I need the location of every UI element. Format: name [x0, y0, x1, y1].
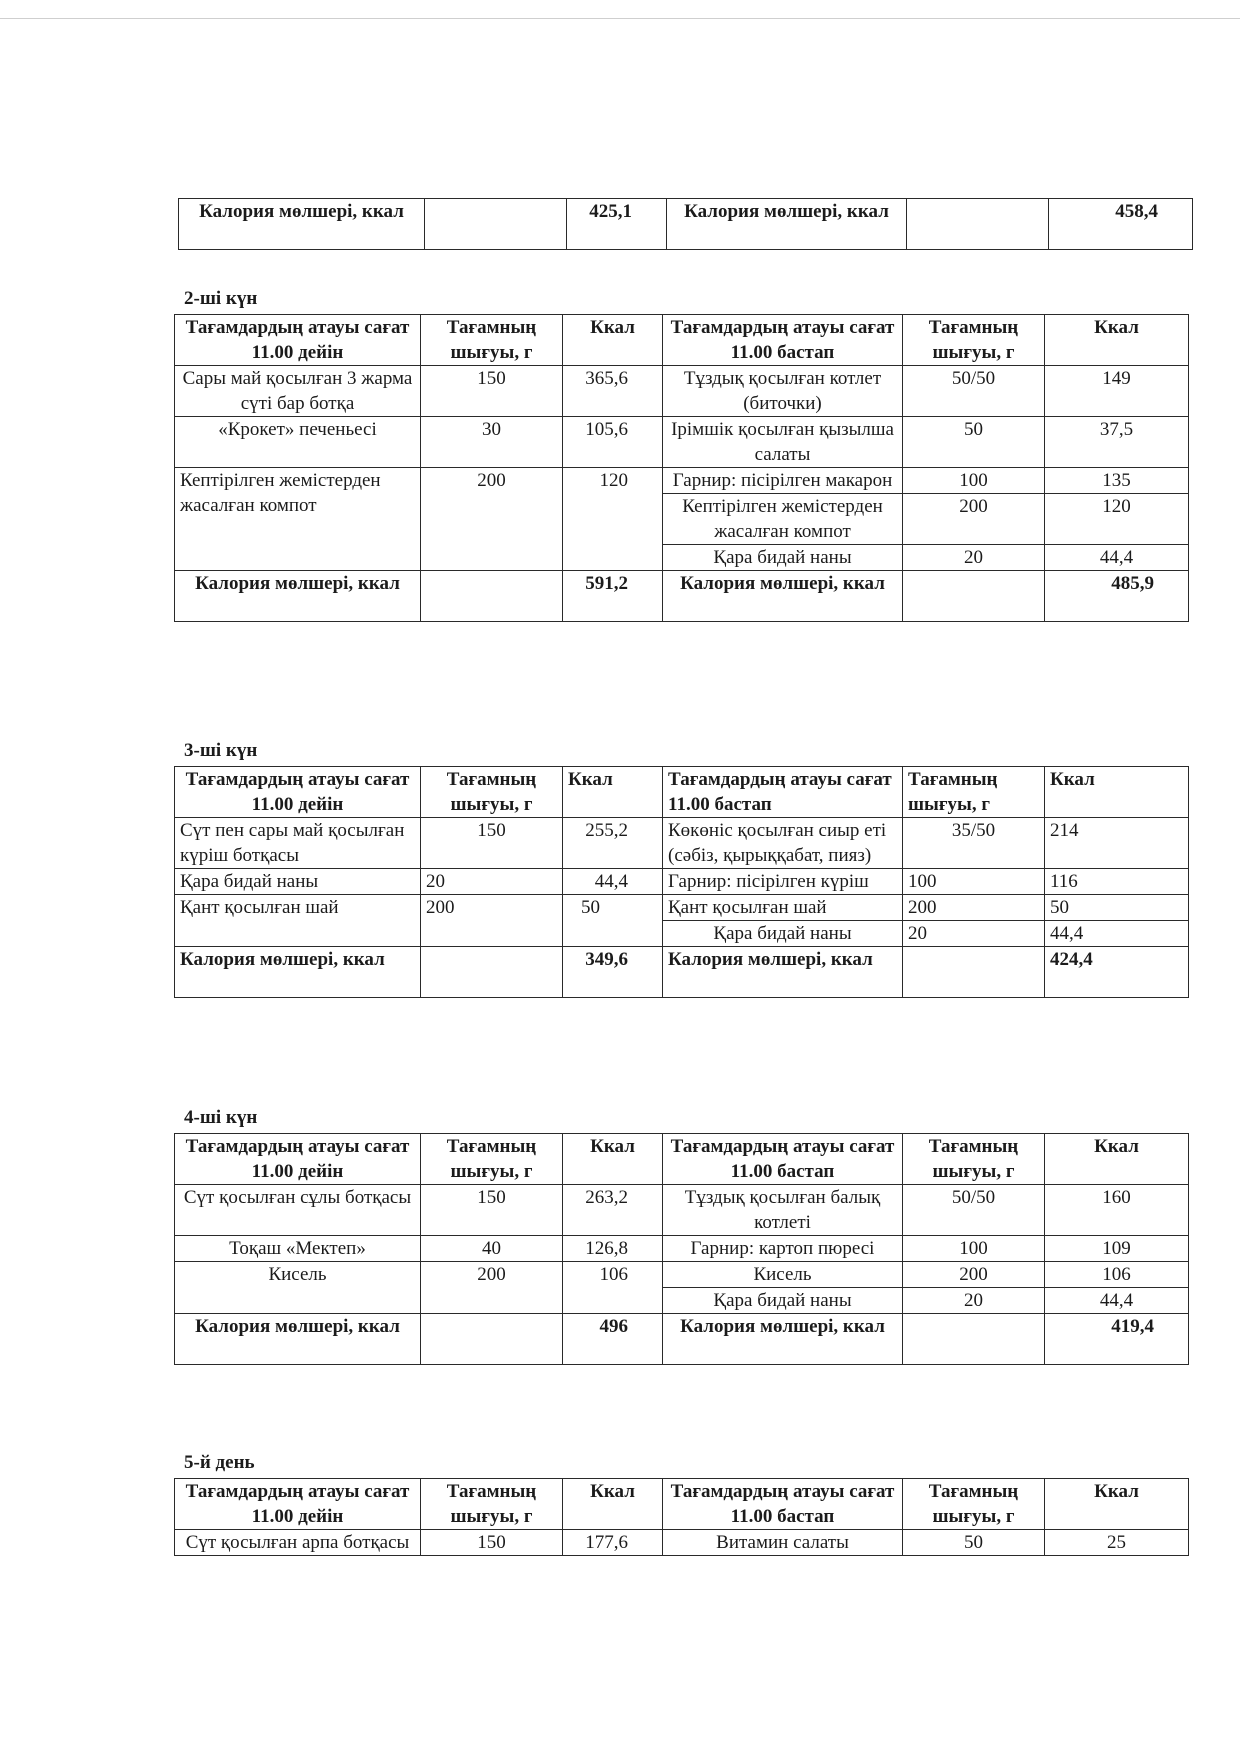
dish-kcal: 44,4 — [1045, 921, 1189, 947]
dish-yield: 200 — [903, 494, 1045, 545]
col-header-yield-after: Тағамның шығуы, г — [903, 1479, 1045, 1530]
total-kcal-before: 496 — [563, 1314, 663, 1365]
table-row — [175, 895, 1189, 921]
dish-kcal: 106 — [1045, 1262, 1189, 1288]
total-kcal-after: 485,9 — [1045, 571, 1189, 622]
total-kcal-after: 419,4 — [1045, 1314, 1189, 1365]
dish-kcal: 44,4 — [1045, 1288, 1189, 1314]
dish-kcal: 177,6 — [563, 1530, 663, 1556]
dish-name: Қара бидай наны — [175, 869, 421, 895]
dish-name: Ірімшік қосылған қызылша салаты — [663, 417, 903, 468]
day-title: 4-ші күн — [184, 1107, 258, 1128]
dish-kcal: 263,2 — [563, 1185, 663, 1236]
scan-edge-line — [0, 18, 1240, 19]
dish-name: Қара бидай наны — [663, 545, 903, 571]
dish-yield: 20 — [903, 1288, 1045, 1314]
header-row — [175, 1479, 1189, 1530]
total-kcal-before: 591,2 — [563, 571, 663, 622]
day1-total-table — [178, 198, 1193, 250]
dish-kcal: 160 — [1045, 1185, 1189, 1236]
dish-yield: 200 — [903, 895, 1045, 921]
header-row — [175, 767, 1189, 818]
total-label-after: Калория мөлшері, ккал — [663, 947, 903, 998]
total-label-after: Калория мөлшері, ккал — [663, 571, 903, 622]
dish-name: Гарнир: картоп пюресі — [663, 1236, 903, 1262]
day-title: 2-ші күн — [184, 288, 258, 309]
col-header-name-after: Тағамдардың атауы сағат 11.00 бастап — [663, 1134, 903, 1185]
dish-name: Гарнир: пісірілген макарон — [663, 468, 903, 494]
dish-name: Қант қосылған шай — [175, 895, 421, 947]
day4-menu-table — [174, 1133, 1189, 1365]
dish-yield: 100 — [903, 1236, 1045, 1262]
day3-menu-table — [174, 766, 1189, 998]
dish-yield: 20 — [421, 869, 563, 895]
col-header-name-before: Тағамдардың атауы сағат 11.00 дейін — [175, 767, 421, 818]
dish-kcal: 50 — [1045, 895, 1189, 921]
dish-name: Гарнир: пісірілген күріш — [663, 869, 903, 895]
col-header-yield-before: Тағамның шығуы, г — [421, 1479, 563, 1530]
dish-kcal: 255,2 — [563, 818, 663, 869]
col-header-yield-after: Тағамның шығуы, г — [903, 1134, 1045, 1185]
dish-kcal: 105,6 — [563, 417, 663, 468]
dish-name: Қара бидай наны — [663, 921, 903, 947]
table-row — [175, 1185, 1189, 1236]
dish-name: Көкөніс қосылған сиыр еті (сәбіз, қырыққабат, пияз) — [663, 818, 903, 869]
dish-yield: 200 — [421, 895, 563, 947]
dish-yield: 200 — [903, 1262, 1045, 1288]
day-title: 3-ші күн — [184, 740, 258, 761]
dish-yield: 20 — [903, 545, 1045, 571]
dish-name: Кептірілген жемістерден жасалған компот — [663, 494, 903, 545]
header-row — [175, 315, 1189, 366]
dish-kcal: 214 — [1045, 818, 1189, 869]
dish-name: Кисель — [663, 1262, 903, 1288]
dish-yield: 35/50 — [903, 818, 1045, 869]
table-row — [175, 869, 1189, 895]
dish-yield: 50/50 — [903, 1185, 1045, 1236]
dish-name: Сүт пен сары май қосылған күріш ботқасы — [175, 818, 421, 869]
dish-name: Кептірілген жемістерден жасалған компот — [175, 468, 421, 571]
dish-yield: 20 — [903, 921, 1045, 947]
table-row — [175, 366, 1189, 417]
dish-yield: 150 — [421, 1530, 563, 1556]
dish-kcal: 120 — [563, 468, 663, 571]
dish-kcal: 135 — [1045, 468, 1189, 494]
dish-yield: 50/50 — [903, 366, 1045, 417]
total-label-after: Калория мөлшері, ккал — [667, 199, 907, 250]
day2-menu-table — [174, 314, 1189, 622]
col-header-name-before: Тағамдардың атауы сағат 11.00 дейін — [175, 1479, 421, 1530]
dish-kcal: 109 — [1045, 1236, 1189, 1262]
table-row — [175, 1530, 1189, 1556]
col-header-name-before: Тағамдардың атауы сағат 11.00 дейін — [175, 1134, 421, 1185]
col-header-kcal-before: Ккал — [563, 315, 663, 366]
dish-name: Тұздық қосылған котлет (биточки) — [663, 366, 903, 417]
dish-name: Қант қосылған шай — [663, 895, 903, 921]
dish-name: «Крокет» печеньесі — [175, 417, 421, 468]
total-label-before: Калория мөлшері, ккал — [175, 571, 421, 622]
col-header-name-after: Тағамдардың атауы сағат 11.00 бастап — [663, 767, 903, 818]
dish-kcal: 116 — [1045, 869, 1189, 895]
day5-menu-table — [174, 1478, 1189, 1556]
table-row — [175, 417, 1189, 468]
dish-yield: 100 — [903, 869, 1045, 895]
col-header-kcal-before: Ккал — [563, 767, 663, 818]
total-row — [175, 571, 1189, 622]
dish-kcal: 25 — [1045, 1530, 1189, 1556]
total-kcal-before: 349,6 — [563, 947, 663, 998]
dish-yield: 200 — [421, 468, 563, 571]
dish-kcal: 37,5 — [1045, 417, 1189, 468]
table-row — [175, 1262, 1189, 1288]
total-kcal-after: 424,4 — [1045, 947, 1189, 998]
dish-yield: 40 — [421, 1236, 563, 1262]
total-kcal-after: 458,4 — [1049, 199, 1193, 250]
col-header-kcal-after: Ккал — [1045, 767, 1189, 818]
col-header-kcal-after: Ккал — [1045, 1479, 1189, 1530]
col-header-kcal-before: Ккал — [563, 1134, 663, 1185]
dish-kcal: 44,4 — [1045, 545, 1189, 571]
dish-name: Тұздық қосылған балық котлеті — [663, 1185, 903, 1236]
day-title: 5-й день — [184, 1452, 255, 1473]
dish-yield: 50 — [903, 1530, 1045, 1556]
col-header-kcal-before: Ккал — [563, 1479, 663, 1530]
table-row — [175, 1236, 1189, 1262]
dish-yield: 150 — [421, 366, 563, 417]
table-row — [175, 468, 1189, 494]
dish-kcal: 106 — [563, 1262, 663, 1314]
dish-name: Витамин салаты — [663, 1530, 903, 1556]
dish-kcal: 44,4 — [563, 869, 663, 895]
dish-name: Сүт қосылған сұлы ботқасы — [175, 1185, 421, 1236]
col-header-yield-after: Тағамның шығуы, г — [903, 315, 1045, 366]
dish-name: Кисель — [175, 1262, 421, 1314]
col-header-kcal-after: Ккал — [1045, 1134, 1189, 1185]
col-header-yield-before: Тағамның шығуы, г — [421, 1134, 563, 1185]
col-header-yield-before: Тағамның шығуы, г — [421, 315, 563, 366]
dish-kcal: 50 — [563, 895, 663, 947]
total-row — [175, 947, 1189, 998]
dish-name: Тоқаш «Мектеп» — [175, 1236, 421, 1262]
dish-kcal: 126,8 — [563, 1236, 663, 1262]
dish-name: Қара бидай наны — [663, 1288, 903, 1314]
total-label-after: Калория мөлшері, ккал — [663, 1314, 903, 1365]
total-row — [179, 199, 1193, 250]
total-label-before: Калория мөлшері, ккал — [179, 199, 425, 250]
col-header-name-after: Тағамдардың атауы сағат 11.00 бастап — [663, 315, 903, 366]
col-header-yield-before: Тағамның шығуы, г — [421, 767, 563, 818]
dish-kcal: 120 — [1045, 494, 1189, 545]
header-row — [175, 1134, 1189, 1185]
dish-yield: 50 — [903, 417, 1045, 468]
col-header-name-before: Тағамдардың атауы сағат 11.00 дейін — [175, 315, 421, 366]
col-header-yield-after: Тағамның шығуы, г — [903, 767, 1045, 818]
dish-yield: 150 — [421, 1185, 563, 1236]
dish-yield: 30 — [421, 417, 563, 468]
dish-name: Сары май қосылған 3 жарма сүті бар ботқа — [175, 366, 421, 417]
col-header-name-after: Тағамдардың атауы сағат 11.00 бастап — [663, 1479, 903, 1530]
total-label-before: Калория мөлшері, ккал — [175, 1314, 421, 1365]
total-row — [175, 1314, 1189, 1365]
dish-kcal: 149 — [1045, 366, 1189, 417]
total-kcal-before: 425,1 — [567, 199, 667, 250]
dish-yield: 200 — [421, 1262, 563, 1314]
table-row — [175, 818, 1189, 869]
dish-yield: 100 — [903, 468, 1045, 494]
total-label-before: Калория мөлшері, ккал — [175, 947, 421, 998]
dish-name: Сүт қосылған арпа ботқасы — [175, 1530, 421, 1556]
dish-yield: 150 — [421, 818, 563, 869]
col-header-kcal-after: Ккал — [1045, 315, 1189, 366]
dish-kcal: 365,6 — [563, 366, 663, 417]
